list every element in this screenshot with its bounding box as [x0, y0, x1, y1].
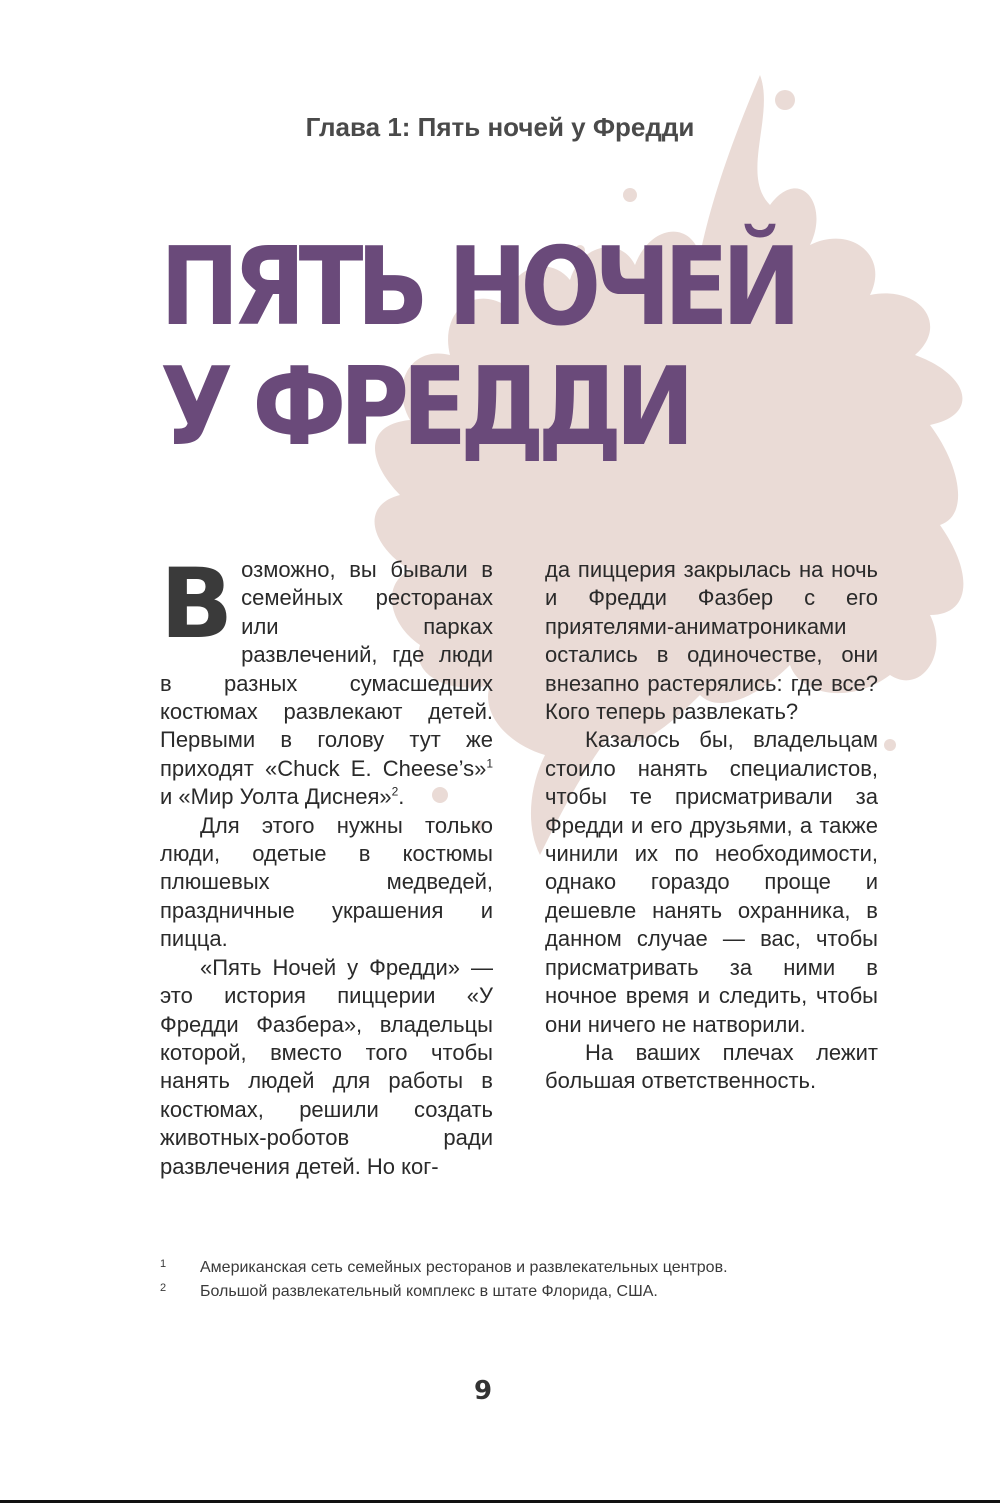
- text-column-right: [545, 556, 878, 1096]
- text-column-left: [160, 548, 493, 1181]
- paragraph-2: Для этого нужны только люди, одетые в костюмы плюшевых медведей, праздничные украшения и пицца.: [160, 812, 493, 952]
- footnote-2-number: 2: [160, 1282, 167, 1294]
- page-number: 9: [473, 1376, 493, 1406]
- paragraph-4: Казалось бы, владельцам стоило нанять специалистов, чтобы те присматривали за Фредди и его друзьями, а также чинили их по необходимости, однако гораздо проще и дешевле нанять охранника, в данном случае — вас, чтобы присматривать за ними в ночное время и следить, чтобы они ничего не натворили.: [545, 727, 878, 1037]
- book-title: [160, 225, 795, 470]
- paragraph-3-continued: да пиццерия закрылась на ночь и Фредди Фазбер с его приятелями-аниматрониками остались в одиночестве, они внезапно растерялись: где все? Кого теперь развлекать?: [545, 557, 878, 725]
- paragraph-1-text: озможно, вы бывали в семейных ресторанах или парках развлечений, где люди в разных сумасшедших костюмах развлекают детей. Первыми в голову тут же приходят «Chuck E. Cheese’s»: [160, 557, 493, 781]
- footnote-2: [160, 1280, 860, 1304]
- footnote-ref-2: 2: [391, 784, 399, 799]
- footnote-ref-1: 1: [486, 756, 493, 771]
- paragraph-3: «Пять Ночей у Фредди» — это история пиццерии «У Фредди Фазбера», владельцы которой, вместо того чтобы нанять людей для работы в костюмах, решили создать животных-роботов ради развлечения детей. Но ког-: [160, 954, 493, 1179]
- footnote-1-text: Американская сеть семейных ресторанов и развлекательных центров.: [200, 1259, 728, 1276]
- book-title-line-2: У ФРЕДДИ: [160, 345, 688, 470]
- paragraph-1-mid: и «Мир Уолта Диснея»: [160, 784, 392, 810]
- footnote-1: [160, 1256, 860, 1280]
- footnotes: [160, 1256, 860, 1304]
- paragraph-1: [160, 548, 493, 812]
- footnote-2-text: Большой развлекательный комплекс в штате Флорида, США.: [200, 1283, 658, 1300]
- drop-cap: В: [160, 548, 234, 660]
- book-title-line-1: ПЯТЬ НОЧЕЙ: [160, 225, 795, 350]
- paragraph-5: На ваших плечах лежит большая ответственность.: [545, 1039, 878, 1094]
- chapter-heading: Глава 1: Пять ночей у Фредди: [305, 112, 695, 142]
- paragraph-1-end: .: [398, 784, 405, 810]
- footnote-1-number: 1: [160, 1258, 167, 1270]
